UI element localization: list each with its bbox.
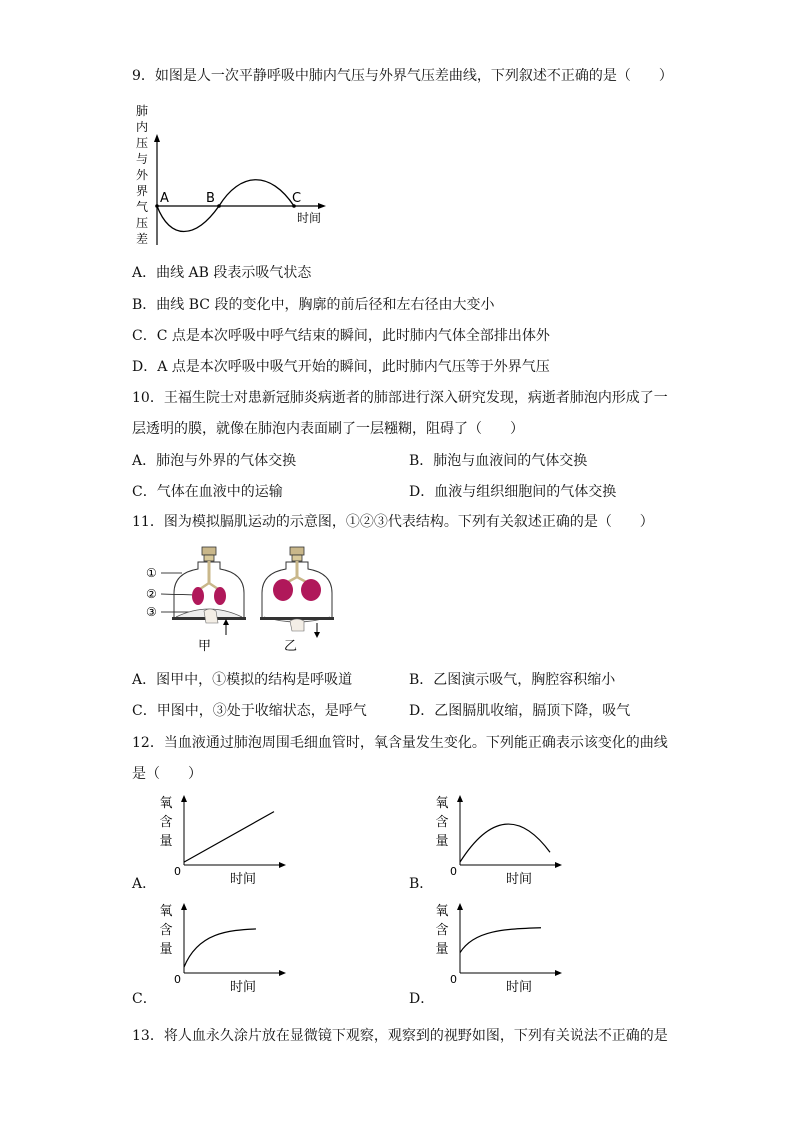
q11-diaphragm-figure: [140, 545, 340, 657]
origin-label: 0: [450, 973, 457, 986]
oxygen-curve: [184, 929, 256, 967]
q9-y-arrow: [154, 134, 160, 142]
q10-stem-line1: 10．王福生院士对患新冠肺炎病逝者的肺部进行深入研究发现，病逝者肺泡内形成了一: [132, 390, 668, 406]
q9-xlabel: 时间: [297, 211, 322, 225]
q9-ylabel-char: 内: [135, 120, 149, 134]
q10-option-d: D．血液与组织细胞间的气体交换: [409, 484, 617, 500]
jar-jia: [172, 547, 246, 654]
q9-ylabel-char: 压: [135, 216, 149, 230]
stopper: [290, 547, 304, 555]
q9-option-c: C．C 点是本次呼吸中呼气结束的瞬间，此时肺内气体全部排出体外: [132, 328, 550, 344]
y-axis-label-char: 含: [435, 923, 449, 938]
q11-pointer-2: [161, 594, 196, 595]
q12-stem-line1: 12．当血液通过肺泡周围毛细血管时，氧含量发生变化。下列能正确表示该变化的曲线: [132, 735, 668, 751]
q11-marker-2: ②: [146, 587, 157, 601]
lung-left: [273, 579, 293, 601]
stopper: [202, 547, 216, 555]
lung-right: [214, 587, 226, 605]
x-axis-arrow: [555, 862, 562, 868]
x-axis-label: 时间: [230, 980, 257, 995]
q9-ylabel-char: 外: [135, 168, 149, 182]
y-axis-label-char: 量: [159, 942, 173, 957]
q11-stem: 11．图为模拟膈肌运动的示意图，①②③代表结构。下列有关叙述正确的是（ ）: [132, 514, 654, 530]
q9-ylabel-char: 气: [135, 200, 149, 214]
q9-option-d: D．A 点是本次呼吸中吸气开始的瞬间，此时肺内气压等于外界气压: [132, 359, 550, 375]
bronchi: [200, 583, 218, 589]
q9-label-c: C: [292, 191, 302, 206]
hand: [290, 619, 304, 631]
y-axis-label-char: 含: [159, 815, 173, 830]
q9-label-a: A: [160, 191, 169, 206]
q9-label-b: B: [206, 191, 215, 206]
q9-pressure-figure: [130, 100, 330, 250]
y-axis-arrow: [457, 795, 463, 802]
q11-marker-1: ①: [146, 566, 157, 580]
y-axis-arrow: [181, 795, 187, 802]
q9-x-arrow: [318, 203, 326, 209]
q9-ylabel-char: 压: [135, 136, 149, 150]
q9-ylabel: [136, 103, 149, 246]
q12-option-c-letter: C．: [132, 991, 157, 1007]
caption-yi: 乙: [284, 639, 298, 654]
hand: [204, 609, 218, 623]
y-axis-label-char: 量: [159, 834, 173, 849]
q10-option-c: C．气体在血液中的运输: [132, 484, 283, 500]
q12-option-a-letter: A．: [132, 876, 157, 892]
oxygen-chart-b: [432, 795, 562, 895]
x-axis-label: 时间: [230, 872, 257, 887]
jar-yi: [260, 547, 334, 654]
q11-option-c: C．甲图中，③处于收缩状态，是呼气: [132, 703, 367, 719]
q10-option-b: B．肺泡与血液间的气体交换: [409, 453, 588, 469]
q12-stem-line2: 是（ ）: [132, 766, 202, 782]
y-axis-label-char: 含: [159, 923, 173, 938]
origin-label: 0: [174, 865, 181, 878]
y-axis-label-char: 量: [435, 942, 449, 957]
lung-left: [192, 587, 204, 605]
y-axis-label-char: 氧: [435, 796, 449, 811]
q9-ylabel-char: 界: [135, 184, 149, 198]
x-axis-label: 时间: [506, 872, 533, 887]
caption-jia: 甲: [198, 639, 212, 654]
origin-label: 0: [174, 973, 181, 986]
q9-option-b: B．曲线 BC 段的变化中，胸廓的前后径和左右径由大变小: [132, 297, 495, 313]
q9-option-a: A．曲线 AB 段表示吸气状态: [132, 265, 312, 281]
stopper-neck: [292, 555, 302, 561]
q9-ylabel-char: 肺: [135, 104, 149, 118]
q9-ylabel-char: 与: [135, 152, 149, 166]
q12-option-d-letter: D．: [409, 991, 435, 1007]
y-axis-arrow: [181, 903, 187, 910]
x-axis-label: 时间: [506, 980, 533, 995]
q13-stem: 13．将人血永久涂片放在显微镜下观察，观察到的视野如图，下列有关说法不正确的是: [132, 1028, 668, 1044]
x-axis-arrow: [279, 862, 286, 868]
oxygen-chart-a: [156, 795, 286, 895]
q9-stem: 9．如图是人一次平静呼吸中肺内气压与外界气压差曲线，下列叙述不正确的是（ ）: [132, 68, 673, 84]
oxygen-curve: [460, 928, 541, 953]
q9-point-a: [155, 204, 159, 208]
y-axis-label-char: 氧: [159, 796, 173, 811]
q10-option-a: A．肺泡与外界的气体交换: [132, 453, 297, 469]
origin-label: 0: [450, 865, 457, 878]
y-axis-label-char: 含: [435, 815, 449, 830]
stopper-neck: [204, 555, 214, 561]
x-axis-arrow: [555, 970, 562, 976]
y-axis-arrow: [457, 903, 463, 910]
x-axis-arrow: [279, 970, 286, 976]
q11-option-a: A．图甲中，①模拟的结构是呼吸道: [132, 672, 353, 688]
q11-option-d: D．乙图膈肌收缩，膈顶下降，吸气: [409, 703, 631, 719]
q9-point-b: [217, 204, 221, 208]
y-axis-label-char: 氧: [435, 904, 449, 919]
q11-marker-3: ③: [146, 605, 157, 619]
q10-stem-line2: 层透明的膜，就像在肺泡内表面刷了一层糨糊，阻碍了（ ）: [132, 421, 524, 437]
y-axis-label-char: 氧: [159, 904, 173, 919]
y-axis-label-char: 量: [435, 834, 449, 849]
oxygen-chart-d: [432, 903, 562, 1003]
q12-option-b-letter: B．: [409, 876, 434, 892]
lung-right: [301, 579, 321, 601]
oxygen-curve: [184, 812, 274, 862]
oxygen-curve: [460, 824, 550, 862]
q9-ylabel-char: 差: [135, 232, 149, 246]
oxygen-chart-c: [156, 903, 286, 1003]
q11-option-b: B．乙图演示吸气，胸腔容积缩小: [409, 672, 616, 688]
